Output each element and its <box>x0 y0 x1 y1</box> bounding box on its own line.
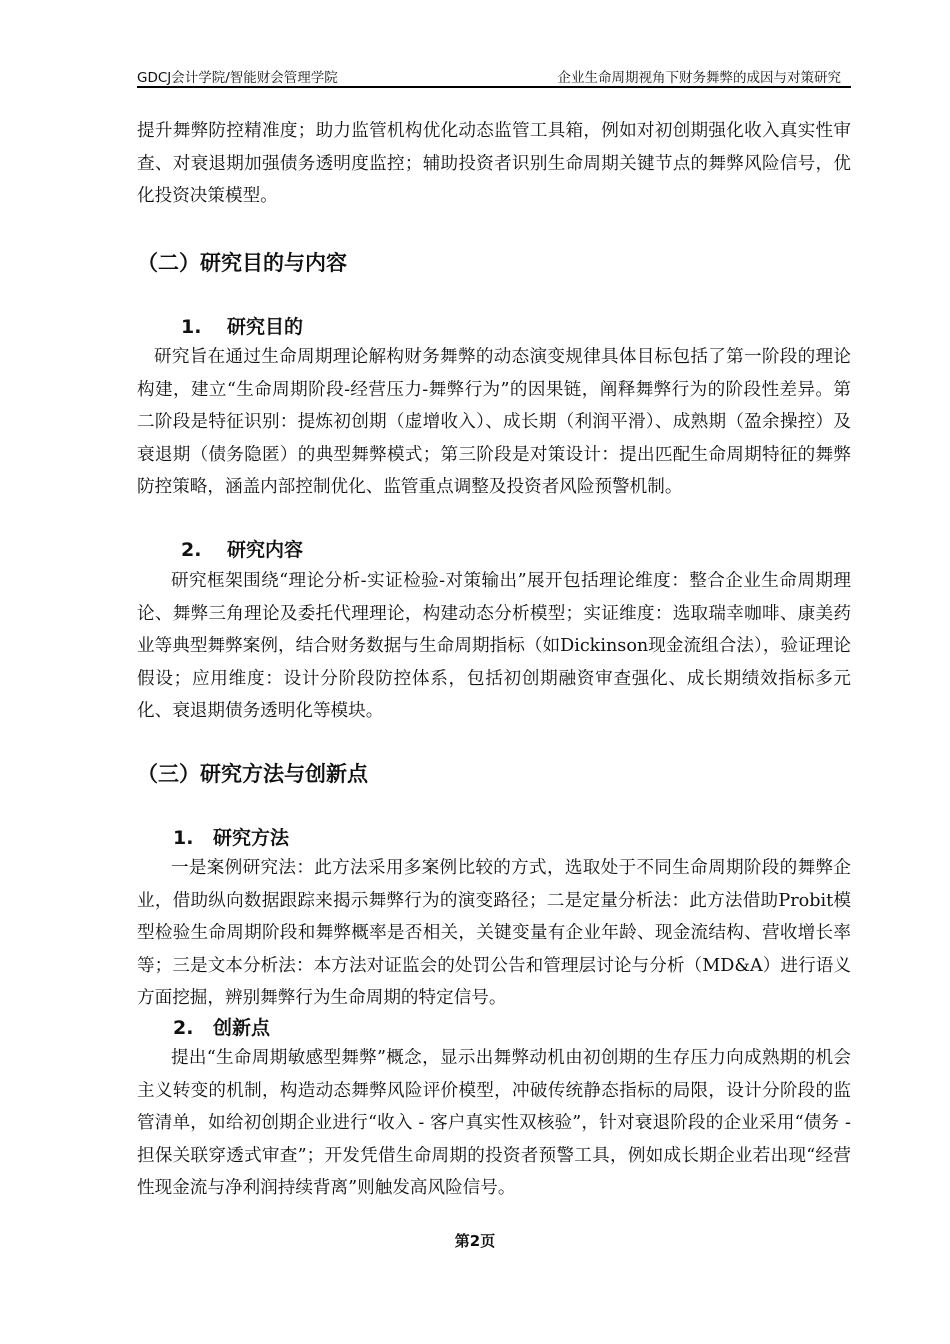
header-divider <box>137 86 851 88</box>
subsection-number: 1. <box>173 827 194 849</box>
innovation-paragraph: 提出“生命周期敏感型舞弊”概念，显示出舞弊动机由初创期的生存压力向成熟期的机会主义转变的机制，构造动态舞弊风险评价模型，冲破传统静态指标的局限，设计分阶段的监管清单，如给初创期企业进行“收入 - 客户真实性双核验”，针对衰退阶段的企业采用“债务 - 担保关联穿透式审查”；开发凭借生命周期的投资者预警工具，例如成长期企业若出现“经营性现金流与净利润持续背离”则触发高风险信号。 <box>137 1048 851 1198</box>
research-purpose-paragraph: 研究旨在通过生命周期理论解构财务舞弊的动态演变规律具体目标包括了第一阶段的理论构建，建立“生命周期阶段-经营压力-舞弊行为”的因果链，阐释舞弊行为的阶段性差异。第二阶段是特征识别：提炼初创期（虚增收入）、成长期（利润平滑）、成熟期（盈余操控）及衰退期（债务隐匿）的典型舞弊模式；第三阶段是对策设计：提出匹配生命周期特征的舞弊防控策略，涵盖内部控制优化、监管重点调整及投资者风险预警机制。 <box>137 347 851 497</box>
subsection-title: 创新点 <box>213 1017 271 1039</box>
subsection-2-2-heading <box>181 535 303 562</box>
section-3-heading: （三）研究方法与创新点 <box>137 762 368 786</box>
subsection-title: 研究内容 <box>227 539 304 561</box>
subsection-2-1-heading <box>181 312 303 339</box>
subsection-3-2-heading <box>173 1013 270 1040</box>
subsection-title: 研究方法 <box>213 827 290 849</box>
subsection-number: 2. <box>181 539 202 561</box>
subsection-number: 1. <box>181 316 202 338</box>
research-content-paragraph: 研究框架围绕“理论分析-实证检验-对策输出”展开包括理论维度：整合企业生命周期理论、舞弊三角理论及委托代理理论，构建动态分析模型；实证维度：选取瑞幸咖啡、康美药业等典型舞弊案例，结合财务数据与生命周期指标（如Dickinson现金流组合法），验证理论假设；应用维度：设计分阶段防控体系，包括初创期融资审查强化、成长期绩效指标多元化、衰退期债务透明化等模块。 <box>137 571 851 721</box>
page-number: 第2页 <box>454 1232 496 1250</box>
research-method-paragraph: 一是案例研究法：此方法采用多案例比较的方式，选取处于不同生命周期阶段的舞弊企业，借助纵向数据跟踪来揭示舞弊行为的演变路径；二是定量分析法：此方法借助Probit模型检验生命周期阶段和舞弊概率是否相关，关键变量有企业年龄、现金流结构、营收增长率等；三是文本分析法：本方法对证监会的处罚公告和管理层讨论与分析（MD&A）进行语义方面挖掘，辨别舞弊行为生命周期的特定信号。 <box>137 858 851 1008</box>
subsection-3-1-heading <box>173 823 289 850</box>
header-institution: GDCJ会计学院/智能财会管理学院 <box>137 70 338 86</box>
intro-paragraph: 提升舞弊防控精准度；助力监管机构优化动态监管工具箱，例如对初创期强化收入真实性审查、对衰退期加强债务透明度监控；辅助投资者识别生命周期关键节点的舞弊风险信号，优化投资决策模型。 <box>137 121 851 206</box>
subsection-title: 研究目的 <box>227 316 304 338</box>
subsection-number: 2. <box>173 1017 194 1039</box>
section-2-heading: （二）研究目的与内容 <box>137 251 347 275</box>
header-paper-title: 企业生命周期视角下财务舞弊的成因与对策研究 <box>557 70 841 86</box>
